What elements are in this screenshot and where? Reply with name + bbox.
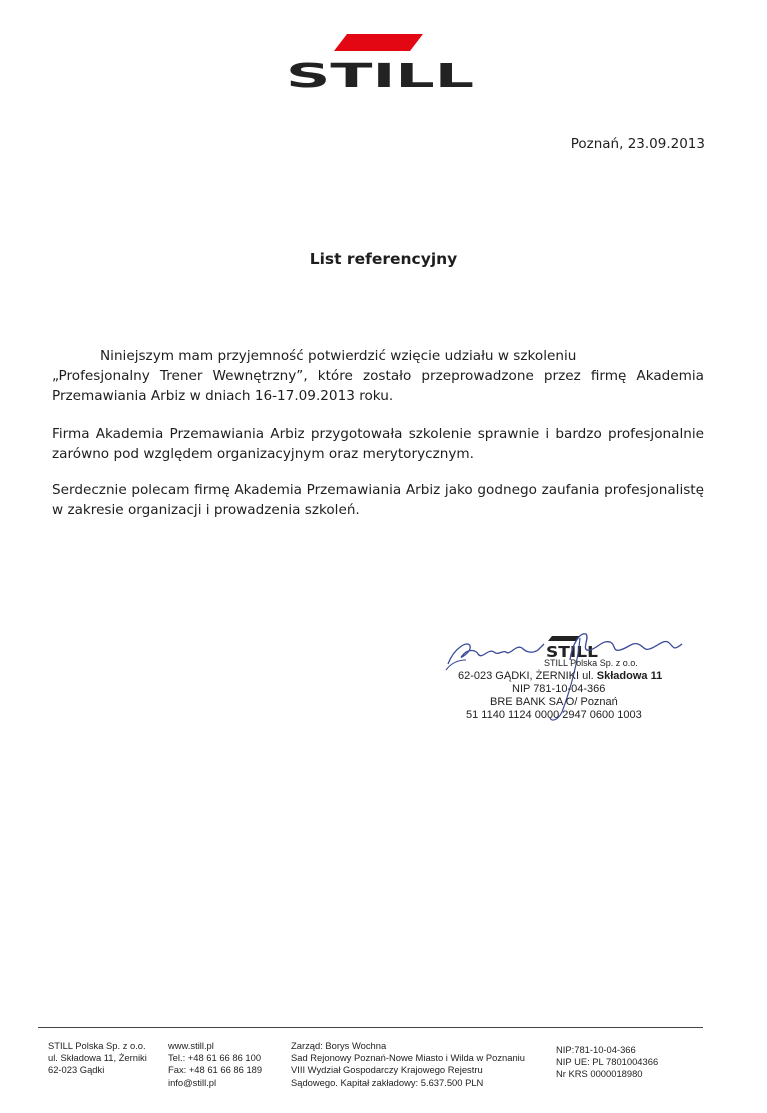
footer-email: info@still.pl (168, 1076, 217, 1088)
company-stamp (440, 630, 700, 725)
footer-phone: Tel.: +48 61 66 86 100 (168, 1052, 262, 1064)
footer-krs: Nr KRS 0000018980 (556, 1068, 643, 1080)
footer-fax: Fax: +48 61 66 86 189 (168, 1064, 263, 1076)
footer-line: ul. Składowa 11, Żerniki (48, 1052, 147, 1064)
paragraph-line: zarówno pod względem organizacyjnym oraz merytorycznym. (52, 446, 474, 462)
stamp-company: STILL Polska Sp. z o.o. (544, 658, 638, 668)
paragraph-line: Firma Akademia Przemawiania Arbiz przygotowała szkolenie sprawnie i bardzo profesjonalnie (52, 426, 704, 442)
stamp-logo-accent (548, 636, 580, 641)
footer-nip: NIP:781-10-04-366 (556, 1044, 636, 1055)
footer-line: Sądowego. Kapitał zakładowy: 5.637.500 PLN (291, 1076, 484, 1088)
stamp-nip: NIP 781-10-04-366 (512, 683, 606, 695)
footer-divider (38, 1027, 703, 1028)
signature-stroke-left (448, 644, 544, 664)
stamp-address-prefix: 62-023 GĄDKI, ŻERNIKI ul. (458, 670, 594, 682)
footer-line: Zarząd: Borys Wochna (291, 1040, 387, 1051)
footer-tax-ids (556, 1044, 658, 1081)
paragraph-line: w zakresie organizacji i prowadzenia szkoleń. (52, 502, 360, 518)
footer-line: 62-023 Gądki (48, 1064, 105, 1076)
paragraph-line: „Profesjonalny Trener Wewnętrzny”, które zostało przeprowadzone przez firmę Akademia (52, 368, 704, 384)
footer-registration (291, 1040, 525, 1089)
footer-nip-ue: NIP UE: PL 7801004366 (556, 1056, 659, 1068)
logo-accent-bar (334, 34, 423, 51)
stamp-account: 51 1140 1124 0000 2947 0600 1003 (466, 709, 642, 721)
paragraph-evaluation (52, 424, 704, 464)
stamp-address (458, 670, 662, 683)
logo-text: STILL (286, 56, 474, 90)
still-logo (285, 34, 475, 90)
paragraph-line: Niniejszym mam przyjemność potwierdzić wzięcie udziału w szkoleniu (100, 348, 577, 364)
letter-title: List referencyjny (309, 250, 458, 268)
footer-website: www.still.pl (168, 1040, 214, 1051)
footer-line: Sad Rejonowy Poznań-Nowe Miasto i Wilda w Poznaniu (291, 1052, 525, 1064)
footer-company-address (48, 1040, 147, 1077)
paragraph-recommendation (52, 480, 704, 520)
paragraph-line: Przemawiania Arbiz w dniach 16-17.09.2013 roku. (52, 388, 394, 404)
footer-line: VIII Wydział Gospodarczy Krajowego Rejestru (291, 1064, 483, 1076)
paragraph-confirmation (52, 346, 704, 406)
footer-line: STILL Polska Sp. z o.o. (48, 1040, 146, 1051)
paragraph-line: Serdecznie polecam firmę Akademia Przemawiania Arbiz jako godnego zaufania profesjonalistę (52, 482, 704, 498)
stamp-bank: BRE BANK SA O/ Poznań (490, 696, 618, 708)
footer-contact (168, 1040, 262, 1089)
stamp-logo-text: STILL (546, 643, 599, 661)
letter-date: Poznań, 23.09.2013 (570, 136, 705, 152)
stamp-address-street: Składowa 11 (596, 670, 663, 682)
